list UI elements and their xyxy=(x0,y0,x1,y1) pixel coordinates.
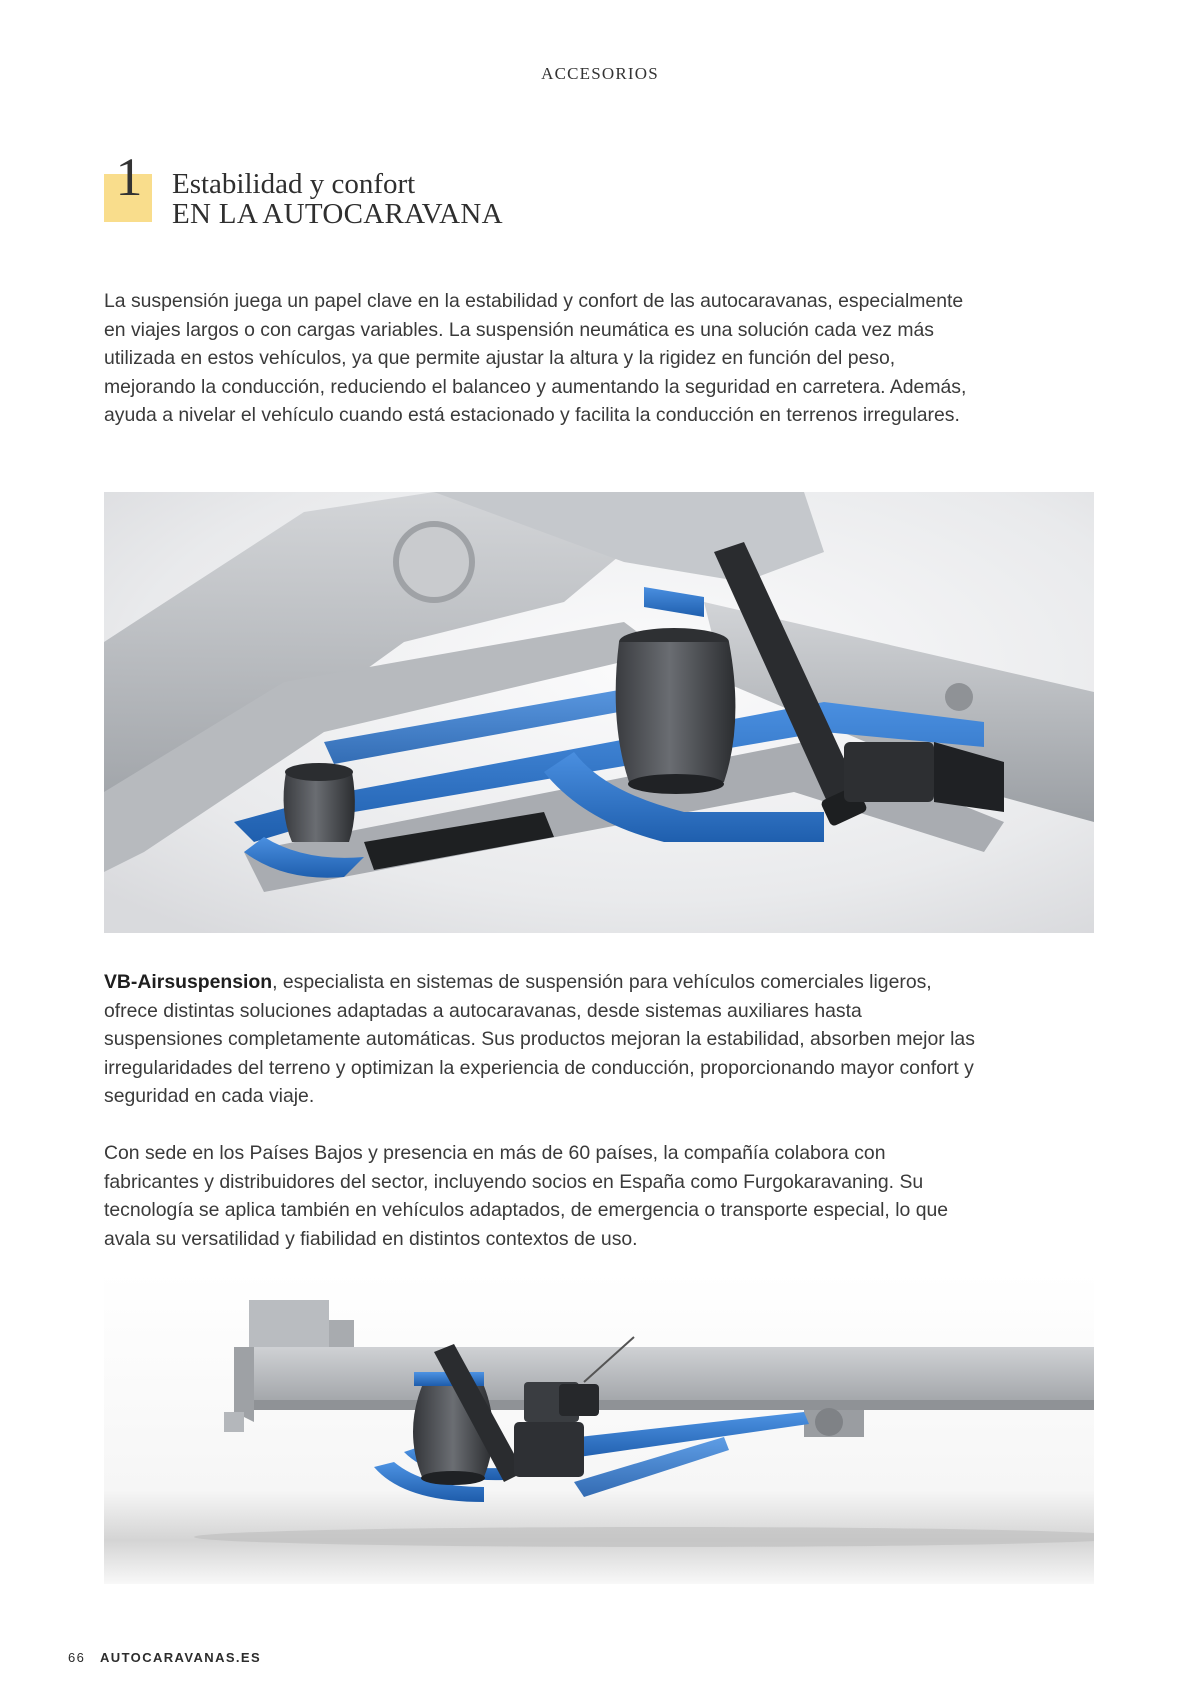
brand-name: VB-Airsuspension xyxy=(104,971,273,993)
heading-title-line1: Estabilidad y confort xyxy=(172,168,416,200)
heading-title-line2: EN LA AUTOCARAVANA xyxy=(172,198,503,230)
heading-number: 1 xyxy=(115,147,143,207)
suspension-side-photo xyxy=(104,1272,1094,1584)
footer-site-name: AUTOCARAVANAS.ES xyxy=(100,1650,262,1665)
suspension-underside-illustration xyxy=(104,492,1094,933)
brand-paragraph-text: , especialista en sistemas de suspensión para vehículos comerciales ligeros, ofrece distintas soluciones adaptadas a autocaravanas, desde sistemas auxiliares hasta suspensiones completamente automáticas. Sus productos mejoran la estabilidad, absorben mejor las irregularidades del terreno y optimizan la experiencia de conducción, proporcionando mayor confort y seguridad en cada viaje. xyxy=(104,971,975,1107)
company-paragraph: Con sede en los Países Bajos y presencia en más de 60 países, la compañía colabora con fabricantes y distribuidores del sector, incluyendo socios en España como Furgokaravaning. Su tecnología se aplica también en vehículos adaptados, de emergencia o transporte especial, lo que avala su versatilidad y fiabilidad en distintos contextos de uso. xyxy=(104,1142,949,1250)
section-label: ACCESORIOS xyxy=(541,64,659,83)
page-number: 66 xyxy=(68,1650,86,1665)
suspension-underside-photo xyxy=(104,492,1094,933)
intro-paragraph: La suspensión juega un papel clave en la estabilidad y confort de las autocaravanas, especialmente en viajes largos o con cargas variables. La suspensión neumática es una solución cada vez más utilizada en estos vehículos, ya que permite ajustar la altura y la rigidez en función del peso, mejorando la conducción, reduciendo el balanceo y aumentando la seguridad en carretera. Además, ayuda a nivelar el vehículo cuando está estacionado y facilita la conducción en terrenos irregulares. xyxy=(104,290,967,426)
suspension-side-illustration xyxy=(104,1272,1094,1584)
brand-paragraph xyxy=(104,968,984,1111)
